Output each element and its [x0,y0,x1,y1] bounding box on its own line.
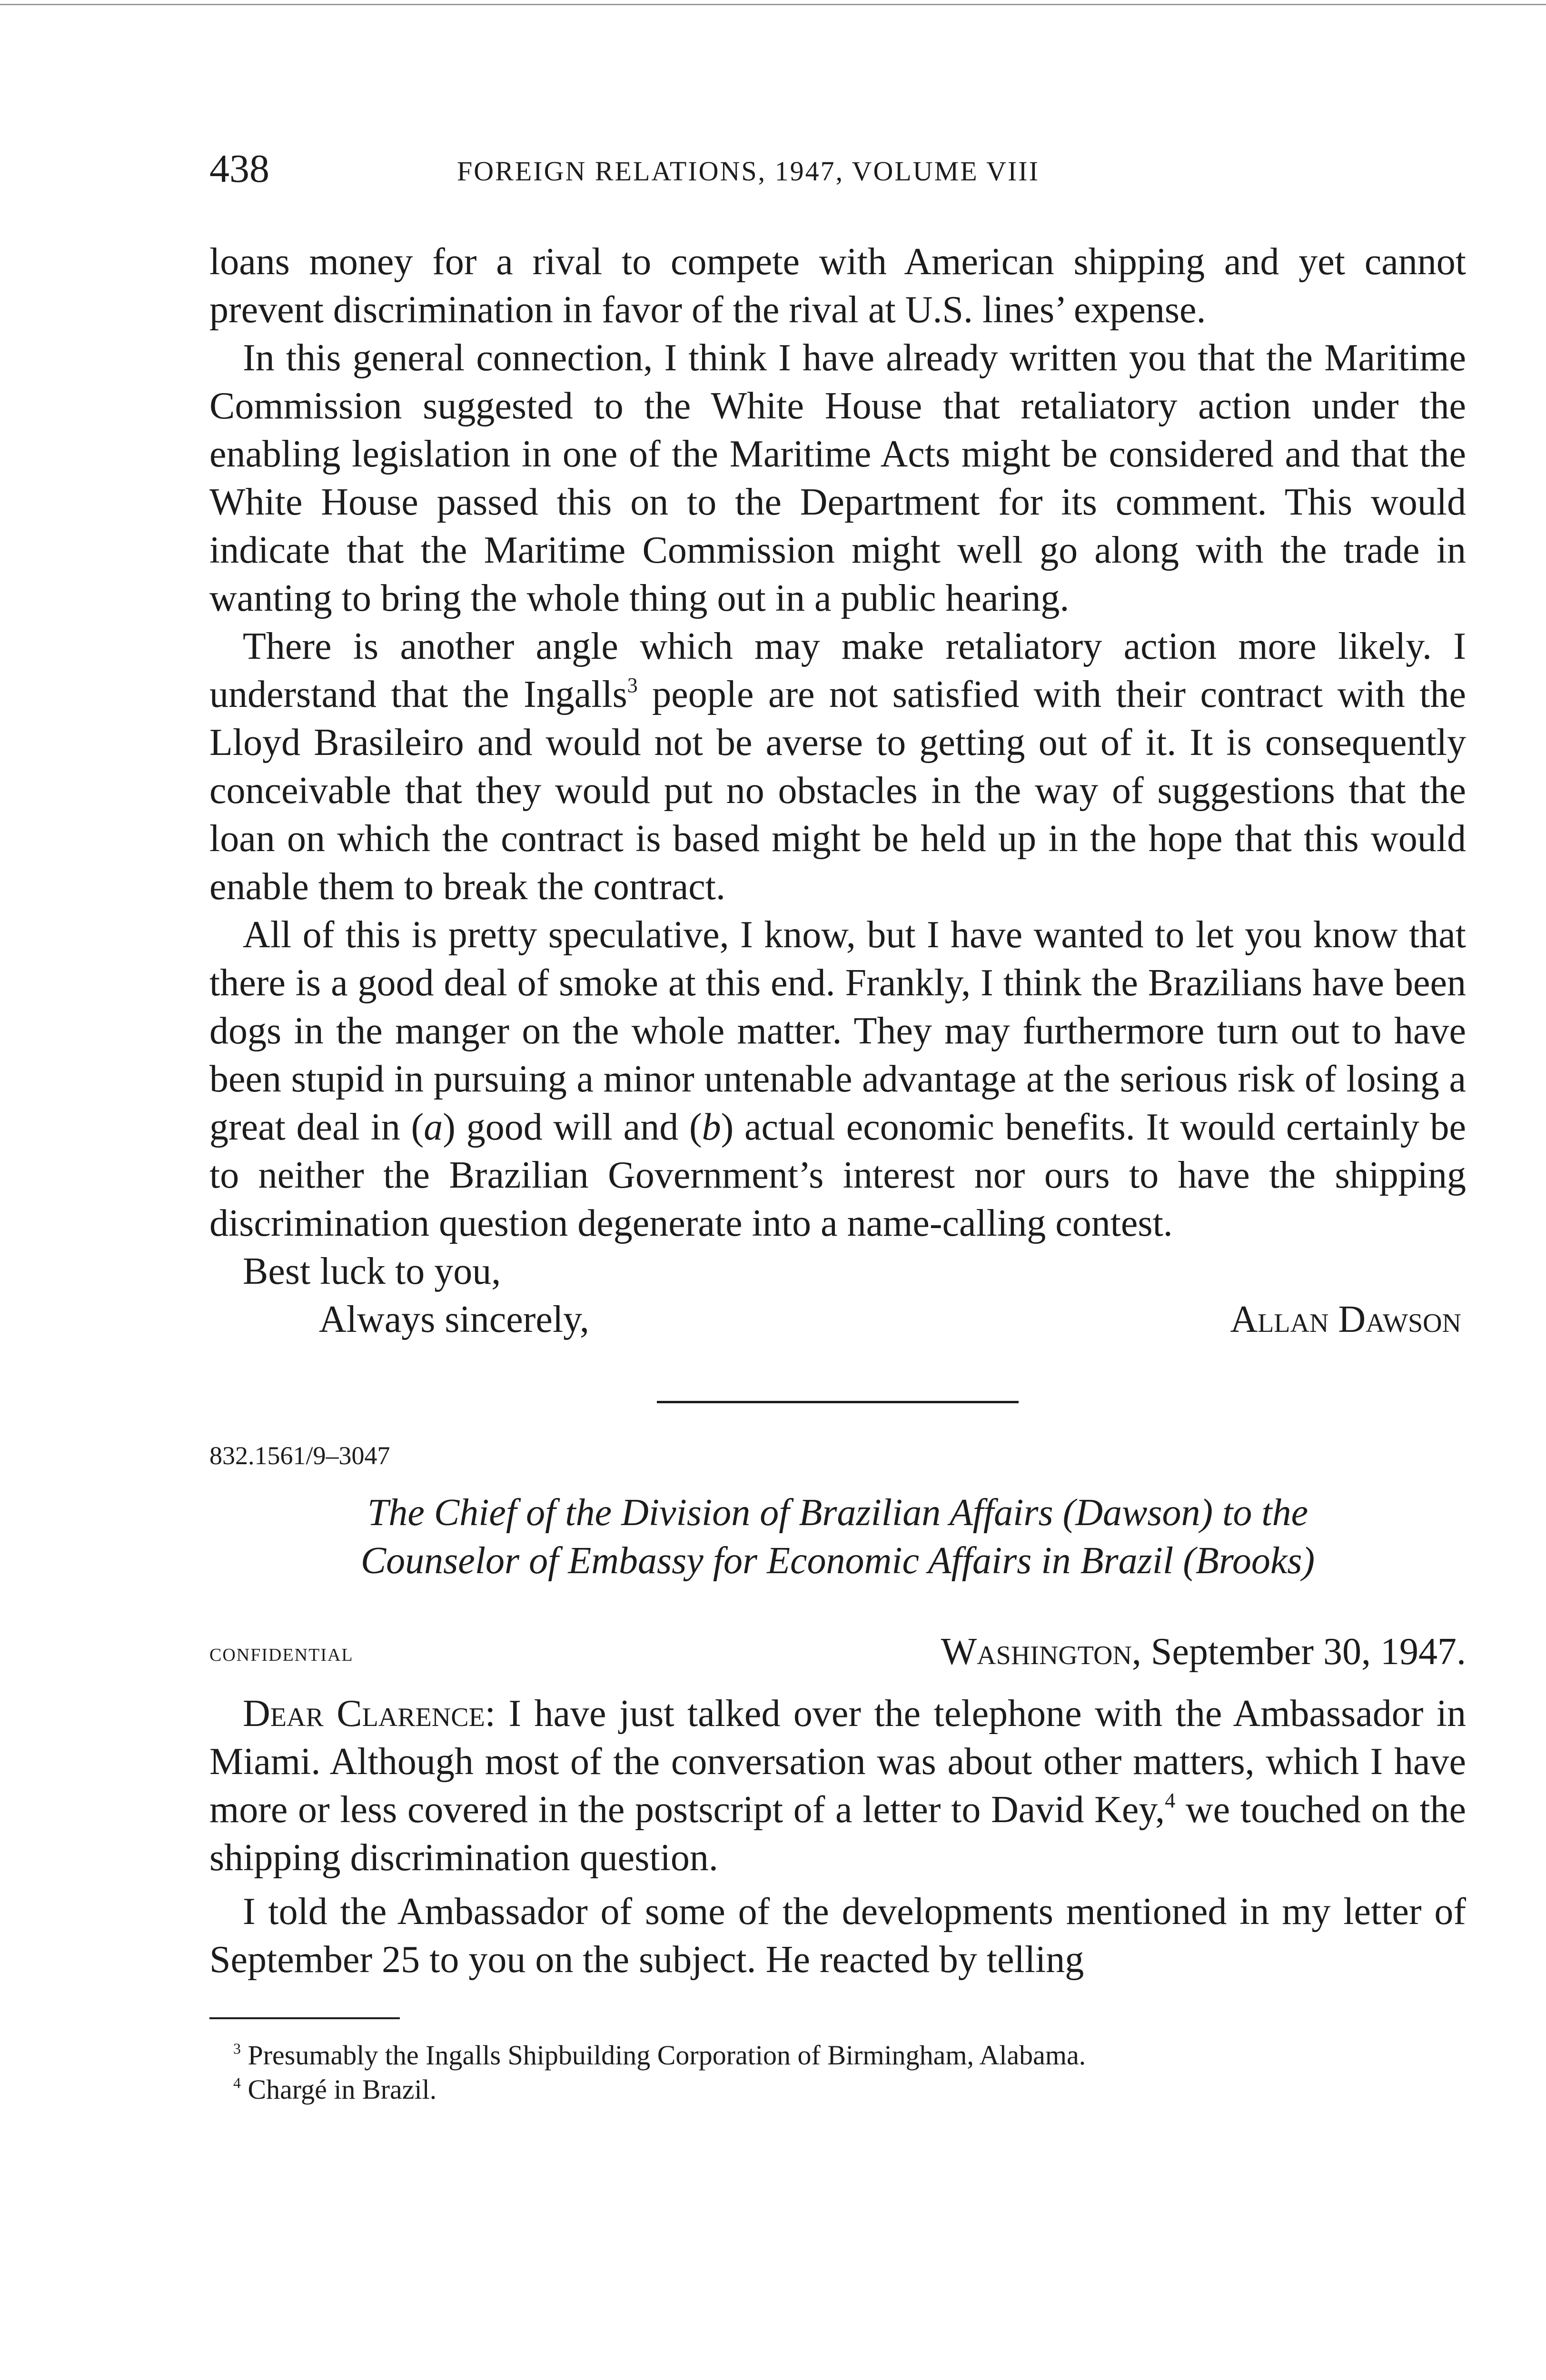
place: Washington [941,1631,1132,1673]
footnotes [209,2038,1466,2107]
document-title [209,1489,1466,1585]
page-header [209,143,1466,195]
closing-greeting-text: Best luck to you, [243,1250,501,1292]
closing-valediction-text: Always sincerely, [319,1299,589,1340]
place-date [941,1628,1466,1676]
letter2-paragraph-1 [209,1690,1466,1882]
page-number: 438 [209,147,269,191]
dateline [209,1628,1466,1680]
letter2-paragraph-2 [209,1888,1466,1984]
document-title-line-2: Counselor of Embassy for Economic Affairs in Brazil (Brooks) [360,1540,1315,1582]
footnote-4-text: Chargé in Brazil. [240,2074,437,2105]
footnote-4-mark: 4 [233,2074,241,2092]
letter1-paragraph-4-text-c: ) actual economic benefits. It would certainly be to neither the Brazilian Government’s interest nor ours to have the shipping discrimination question degenerate into a name-calling contest. [209,1106,1466,1244]
letter1-paragraph-4-text-b: ) good will and ( [443,1106,702,1148]
letter1-paragraph-4-text-a: All of this is pretty speculative, I know, but I have wanted to let you know that there is a good deal of smoke at this end. Frankly, I think the Brazilians have been dogs in the manger on the whole matter. They may furthermore turn out to have been stupid in pursuing a minor untenable advantage at the serious risk of losing a great deal in ( [209,914,1466,1148]
top-scan-rule [0,4,1546,5]
footnote-3-mark: 3 [233,2040,241,2057]
letter2-paragraph-1-text-b: we touched on the shipping discrimination question. [209,1789,1466,1879]
letter1-paragraph-2-text: In this general connection, I think I have already written you that the Maritime Commission suggested to the White House that retaliatory action under the enabling legislation in one of the Maritime Acts might be considered and that the White House passed this on to the Department for its comment. This would indicate that the Maritime Commission might well go along with the trade in wanting to bring the whole thing out in a public hearing. [209,337,1466,619]
running-head: FOREIGN RELATIONS, 1947, VOLUME VIII [457,156,1040,187]
classification: confidential [209,1638,354,1666]
footnote-4 [233,2073,1466,2107]
section-divider [657,1401,1019,1403]
letter1-paragraph-1 [209,238,1466,334]
closing-greeting [209,1248,1466,1296]
letter1-paragraph-3 [209,623,1466,911]
salutation: Dear Clarence [243,1693,485,1735]
enumeration-a: a [424,1106,443,1148]
letter1-paragraph-4 [209,911,1466,1248]
footnote-ref-3: 3 [627,674,638,697]
footnote-3 [233,2038,1466,2073]
letter1-paragraph-3-text-a: There is another angle which may make retaliatory action more likely. I understand that the Ingalls [209,625,1466,715]
letter1-paragraph-3-text-b: people are not satisfied with their contract with the Lloyd Brasileiro and would not be averse to getting out of it. It is consequently conceivable that they would put no obstacles in the way of suggestions that the loan on which the contract is based might be held up in the hope that this would enable them to break the contract. [209,674,1466,908]
letter1-paragraph-2 [209,334,1466,623]
body-text [209,238,1466,2107]
document-title-line-1: The Chief of the Division of Brazilian Affairs (Dawson) to the [367,1492,1308,1534]
letter2-paragraph-2-text: I told the Ambassador of some of the developments mentioned in my letter of September 25 to you on the subject. He reacted by telling [209,1891,1466,1981]
file-number: 832.1561/9–3047 [209,1441,390,1470]
footnote-3-text: Presumably the Ingalls Shipbuilding Corporation of Birmingham, Alabama. [240,2040,1086,2071]
letter1-paragraph-1-text: loans money for a rival to compete with American shipping and yet cannot prevent discrimination in favor of the rival at U.S. lines’ expense. [209,241,1466,331]
footnote-ref-4: 4 [1165,1789,1176,1813]
signature: Allan Dawson [1230,1299,1461,1340]
footnote-rule [209,2017,400,2019]
letter2-paragraph-1-text-a: : I have just talked over the telephone with the Ambassador in Miami. Although most of the conversation was about other matters, which I have more or less covered in the postscript of a letter to David Key, [209,1693,1466,1831]
date: , September 30, 1947. [1131,1631,1466,1673]
enumeration-b: b [702,1106,721,1148]
closing-valediction [209,1296,1466,1344]
